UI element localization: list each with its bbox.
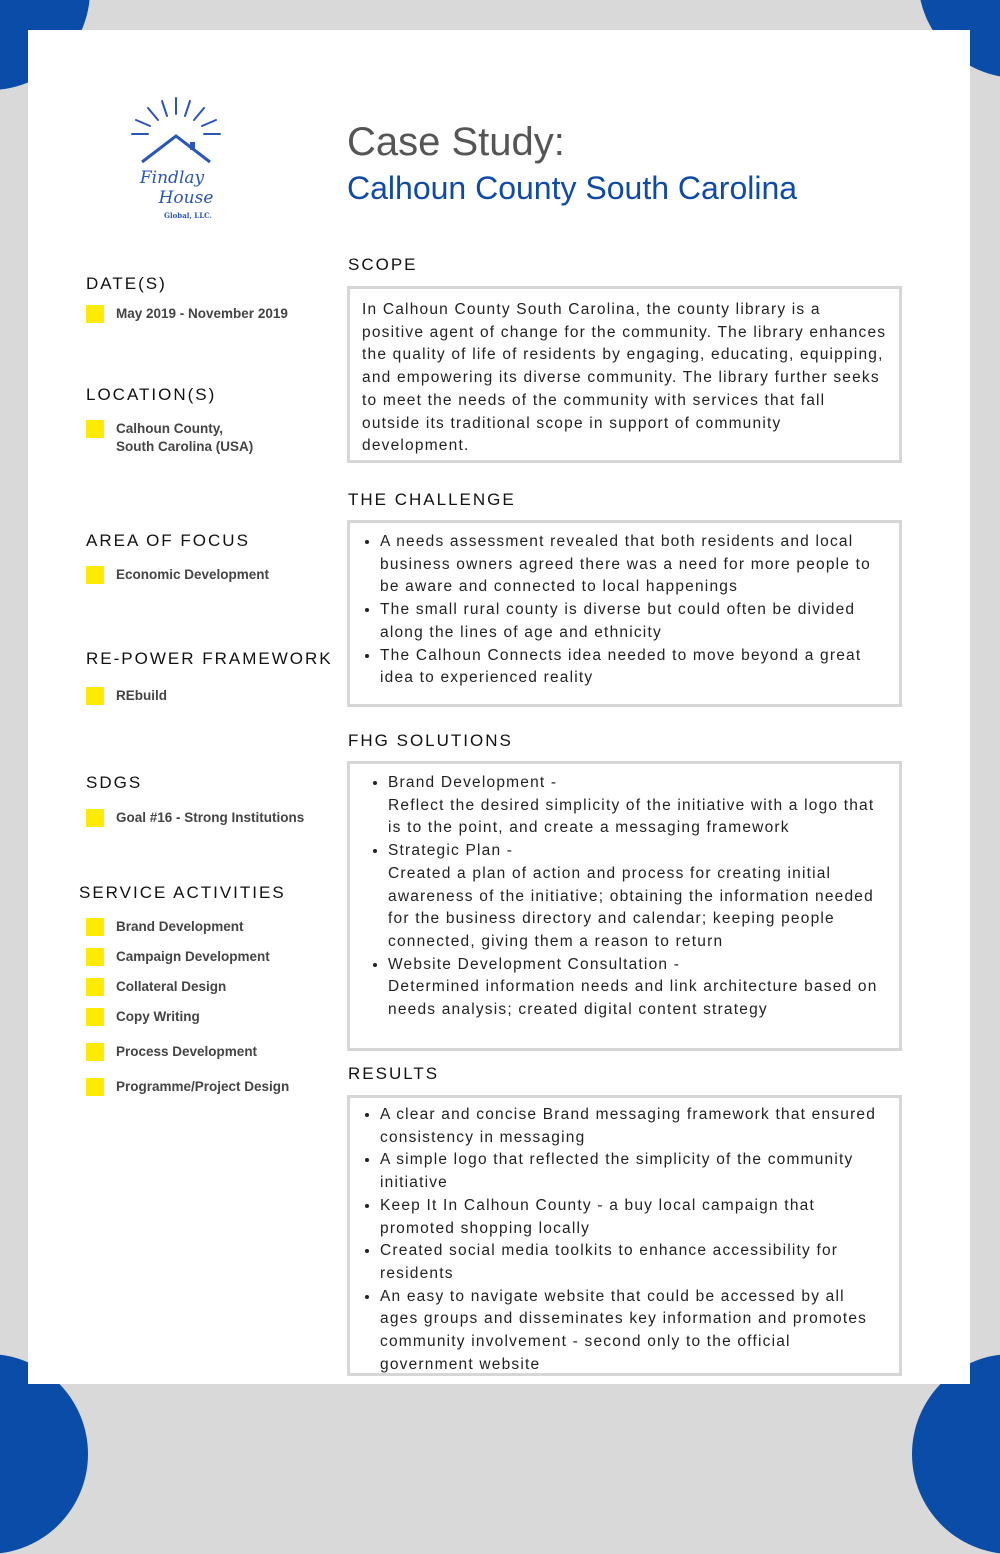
service-item-label: Campaign Development xyxy=(116,949,270,964)
company-logo xyxy=(128,96,224,232)
list-item: • A clear and concise Brand messaging framework that ensured consistency in messaging xyxy=(380,1104,887,1149)
yellow-square-icon xyxy=(86,978,104,996)
solutions-heading: FHG SOLUTIONS xyxy=(348,731,513,750)
scope-text: In Calhoun County South Carolina, the county library is a positive agent of change for the community. The library enhances the quality of life of residents by engaging, educating, equipping, and empowering its diverse community. The library further seeks to meet the needs of the community with services that fall outside its traditional scope in support of community development. xyxy=(362,301,887,455)
service-item xyxy=(86,978,226,996)
yellow-square-icon xyxy=(86,687,104,705)
yellow-square-icon xyxy=(86,566,104,584)
sdgs-heading: SDGS xyxy=(86,773,143,792)
list-item xyxy=(388,954,887,1022)
solution-description: Reflect the desired simplicity of the initiative with a logo that is to the point, and create a messaging framework xyxy=(388,796,875,837)
service-item-label: Process Development xyxy=(116,1044,258,1059)
scope-box xyxy=(347,286,902,463)
service-item-label: Brand Development xyxy=(116,919,244,934)
results-box xyxy=(347,1095,902,1376)
yellow-square-icon xyxy=(86,948,104,966)
solutions-box xyxy=(347,761,902,1051)
corner-decoration-bottom-left xyxy=(0,1354,88,1554)
list-item: • An easy to navigate website that could be accessed by all ages groups and disseminates key information and promotes community involvement - second only to the official government website xyxy=(380,1286,887,1377)
yellow-square-icon xyxy=(86,305,104,323)
corner-decoration-bottom-right xyxy=(912,1354,1000,1554)
logo-subtitle: Global, LLC. xyxy=(164,211,212,220)
sdgs-item xyxy=(86,809,304,827)
results-heading: RESULTS xyxy=(348,1064,440,1083)
locations-heading: LOCATION(S) xyxy=(86,385,217,404)
page-title: Case Study: xyxy=(347,120,565,164)
framework-item xyxy=(86,687,167,705)
page-subtitle: Calhoun County South Carolina xyxy=(347,170,798,206)
yellow-square-icon xyxy=(86,918,104,936)
yellow-square-icon xyxy=(86,1008,104,1026)
solution-description: Determined information needs and link architecture based on needs analysis; created digital content strategy xyxy=(388,978,878,1019)
list-item: • The Calhoun Connects idea needed to move beyond a great idea to experienced reality xyxy=(380,645,887,690)
focus-item xyxy=(86,566,269,584)
list-item: • The small rural county is diverse but could often be divided along the lines of age and ethnicity xyxy=(380,599,887,644)
challenge-box xyxy=(347,520,902,707)
house-sun-icon xyxy=(128,96,224,166)
sdgs-item-label: Goal #16 - Strong Institutions xyxy=(116,810,305,825)
list-item: • Created social media toolkits to enhance accessibility for residents xyxy=(380,1240,887,1285)
challenge-list xyxy=(362,531,887,690)
list-item: • A simple logo that reflected the simplicity of the community initiative xyxy=(380,1149,887,1194)
locations-item xyxy=(86,420,253,456)
locations-item-label: Calhoun County, South Carolina (USA) xyxy=(116,421,254,454)
yellow-square-icon xyxy=(86,1043,104,1061)
dates-heading: DATE(S) xyxy=(86,274,167,293)
service-item xyxy=(86,1008,200,1026)
solution-title: • Strategic Plan - xyxy=(388,842,514,860)
list-item: • Keep It In Calhoun County - a buy local campaign that promoted shopping locally xyxy=(380,1195,887,1240)
dates-item-label: May 2019 - November 2019 xyxy=(116,306,288,321)
service-item xyxy=(86,1078,289,1096)
solution-title: • Brand Development - xyxy=(388,774,558,791)
service-item-label: Copy Writing xyxy=(116,1009,200,1024)
framework-item-label: REbuild xyxy=(116,688,167,703)
logo-name-line2: House xyxy=(158,188,214,208)
yellow-square-icon xyxy=(86,420,104,438)
list-item: • A needs assessment revealed that both residents and local business owners agreed there was a need for more people to be aware and connected to local happenings xyxy=(380,531,887,599)
dates-item xyxy=(86,305,288,323)
list-item xyxy=(388,840,887,954)
focus-heading: AREA OF FOCUS xyxy=(86,531,250,550)
logo-name-line1: Findlay xyxy=(139,168,205,188)
solution-title: • Website Development Consultation - xyxy=(388,955,681,973)
yellow-square-icon xyxy=(86,1078,104,1096)
service-item-label: Programme/Project Design xyxy=(116,1079,290,1094)
list-item xyxy=(388,772,887,840)
service-item xyxy=(86,948,270,966)
solution-description: Created a plan of action and process for creating initial awareness of the initiative; obtaining the information needed for the business directory and calendar; keeping people connected, giving them a reason to return xyxy=(388,864,874,950)
focus-item-label: Economic Development xyxy=(116,567,270,582)
scope-heading: SCOPE xyxy=(348,255,418,274)
service-item-label: Collateral Design xyxy=(116,979,227,994)
service-item xyxy=(86,1043,257,1061)
framework-heading: RE-POWER FRAMEWORK xyxy=(86,649,333,668)
yellow-square-icon xyxy=(86,809,104,827)
service-item xyxy=(86,918,244,936)
services-heading: SERVICE ACTIVITIES xyxy=(79,883,286,902)
results-list xyxy=(362,1104,887,1376)
challenge-heading: THE CHALLENGE xyxy=(348,490,516,509)
solutions-list xyxy=(370,772,887,1022)
